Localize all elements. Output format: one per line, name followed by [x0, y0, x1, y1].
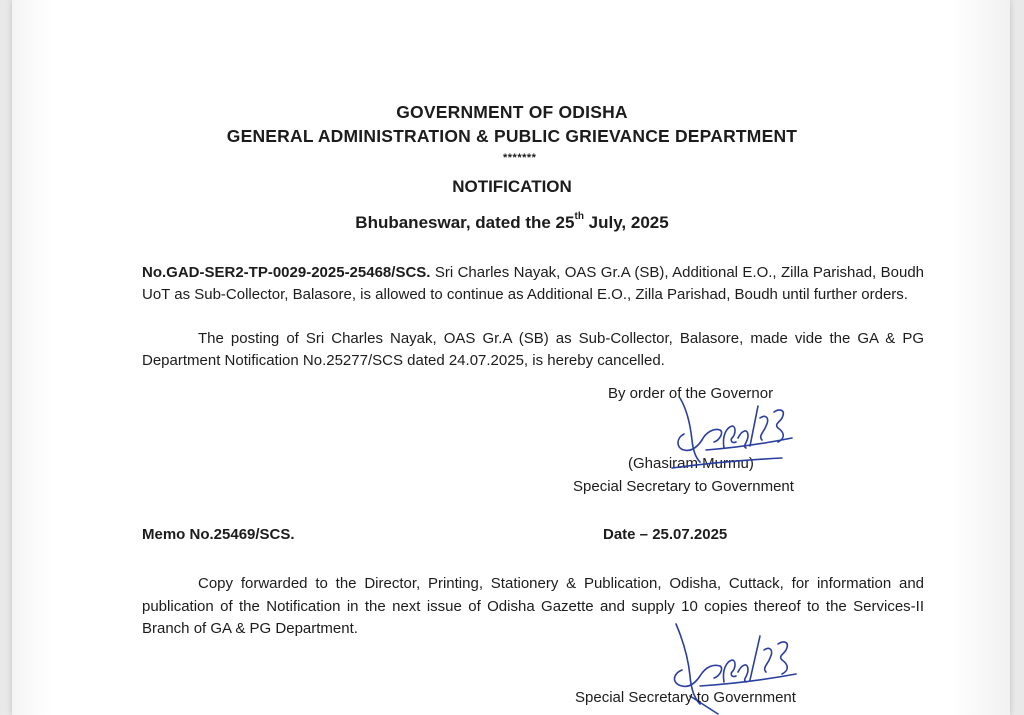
dated-suffix: July, 2025: [583, 213, 669, 232]
memo-paragraph: Copy forwarded to the Director, Printing, Stationery & Publication, Odisha, Cuttack, for information and publication of the Notification in the next issue of Odisha Gazette and supply 10 copies thereof to the Services-II Branch of GA & PG Department.: [142, 575, 924, 637]
dated-ordinal: th: [574, 211, 584, 222]
notification-paragraph-2: The posting of Sri Charles Nayak, OAS Gr.A (SB) as Sub-Collector, Balasore, made vide the GA & PG Department Notification No.25277/SCS dated 24.07.2025, is hereby cancelled.: [142, 330, 924, 369]
heading-separator: *******: [503, 152, 537, 164]
memo-number: Memo No.25469/SCS.: [142, 526, 295, 543]
notification-paragraph-1: [142, 262, 924, 306]
by-order-line: By order of the Governor: [608, 385, 774, 402]
place-date-line: [0, 213, 1024, 233]
paragraph-1-text: Sri Charles Nayak, OAS Gr.A (SB), Additional E.O., Zilla Parishad, Boudh UoT as Sub-Collector, Balasore, is allowed to continue as Additional E.O., Zilla Parishad, Boudh until further orders.: [142, 264, 924, 303]
government-heading: GOVERNMENT OF ODISHA: [396, 102, 628, 122]
signatory-name: (Ghasiram Murmu): [628, 455, 754, 472]
memo-date: Date – 25.07.2025: [603, 526, 728, 543]
notification-reference-number: No.GAD-SER2-TP-0029-2025-25468/SCS.: [142, 264, 431, 281]
handwritten-signature-1: [662, 388, 812, 480]
signatory-designation: Special Secretary to Government: [573, 478, 794, 495]
department-heading: GENERAL ADMINISTRATION & PUBLIC GRIEVANCE DEPARTMENT: [226, 126, 798, 146]
notification-title: NOTIFICATION: [452, 177, 572, 196]
dated-prefix: Bhubaneswar, dated the 25: [355, 213, 575, 232]
memo-signatory-designation: Special Secretary to Government: [575, 689, 796, 706]
